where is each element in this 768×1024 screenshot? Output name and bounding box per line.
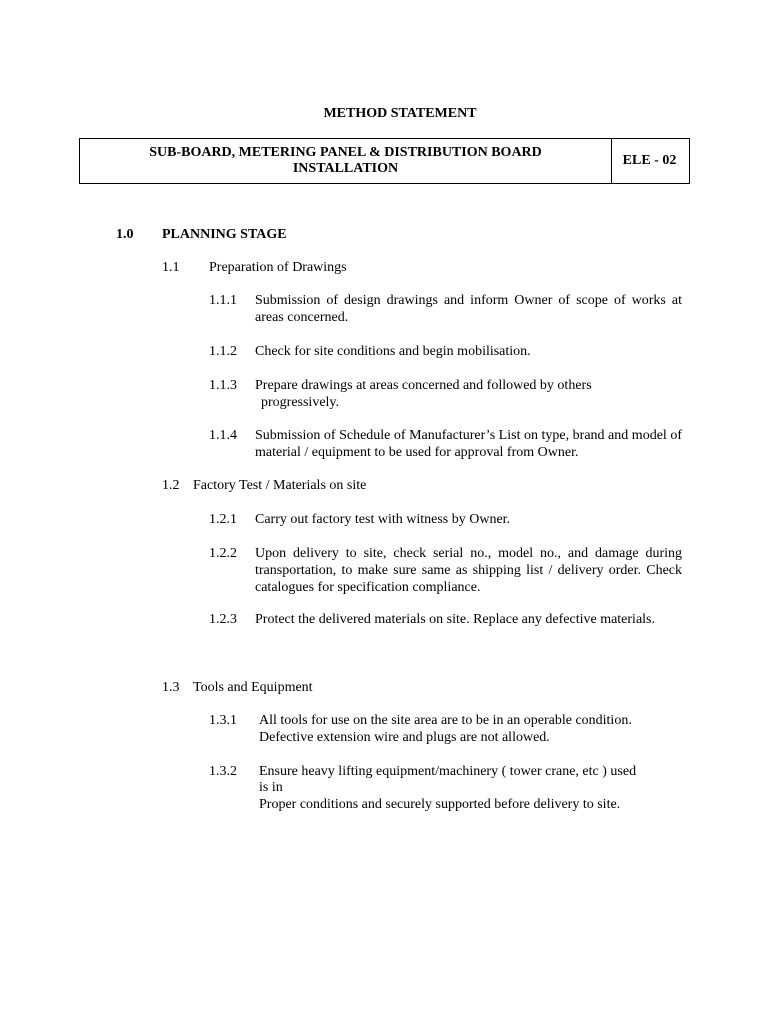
item-text-line-2: Defective extension wire and plugs are not allowed. <box>259 730 550 745</box>
item-text: Protect the delivered materials on site. Replace any defective materials. <box>255 612 655 627</box>
title-box-heading <box>80 139 612 183</box>
item-text-line-2: progressively. <box>261 395 340 410</box>
subsection-number: 1.1 <box>162 260 180 275</box>
item-number: 1.1.2 <box>209 344 237 359</box>
subsection-number: 1.2 <box>162 478 180 493</box>
document-title: METHOD STATEMENT <box>323 106 477 121</box>
subsection-number: 1.3 <box>162 680 180 695</box>
item-number: 1.2.2 <box>209 546 237 561</box>
item-text-line-2: is in <box>259 780 283 795</box>
section-number: 1.0 <box>116 227 134 242</box>
item-text: Check for site conditions and begin mobilisation. <box>255 344 531 359</box>
item-number: 1.3.1 <box>209 713 237 728</box>
title-line-2: INSTALLATION <box>292 161 399 176</box>
item-number: 1.1.1 <box>209 293 237 308</box>
section-title: PLANNING STAGE <box>162 227 287 242</box>
subsection-title: Preparation of Drawings <box>209 260 347 275</box>
item-number: 1.3.2 <box>209 764 237 779</box>
item-text-line-1: Ensure heavy lifting equipment/machinery ( tower crane, etc ) used <box>259 764 637 779</box>
subsection-title: Tools and Equipment <box>193 680 313 695</box>
item-text: Submission of Schedule of Manufacturer’s List on type, brand and model of material / equipment to be used for approval from Owner. <box>255 428 682 460</box>
title-box <box>79 138 690 184</box>
item-text: Carry out factory test with witness by Owner. <box>255 512 511 527</box>
item-text: Submission of design drawings and inform Owner of scope of works at areas concerned. <box>255 293 682 325</box>
item-text-line-1: Prepare drawings at areas concerned and followed by others <box>255 378 592 393</box>
item-number: 1.1.3 <box>209 378 237 393</box>
title-line-1: SUB-BOARD, METERING PANEL & DISTRIBUTION BOARD <box>149 145 542 160</box>
item-number: 1.1.4 <box>209 428 237 443</box>
item-text: Upon delivery to site, check serial no., model no., and damage during transportation, to make sure same as shipping list / delivery order. Check catalogues for specification compliance. <box>255 546 682 595</box>
document-code: ELE - 02 <box>622 153 677 168</box>
subsection-title: Factory Test / Materials on site <box>193 478 367 493</box>
item-text-line-1: All tools for use on the site area are to be in an operable condition. <box>259 713 632 728</box>
item-text-line-3: Proper conditions and securely supported before delivery to site. <box>259 797 621 812</box>
item-number: 1.2.1 <box>209 512 237 527</box>
item-number: 1.2.3 <box>209 612 237 627</box>
